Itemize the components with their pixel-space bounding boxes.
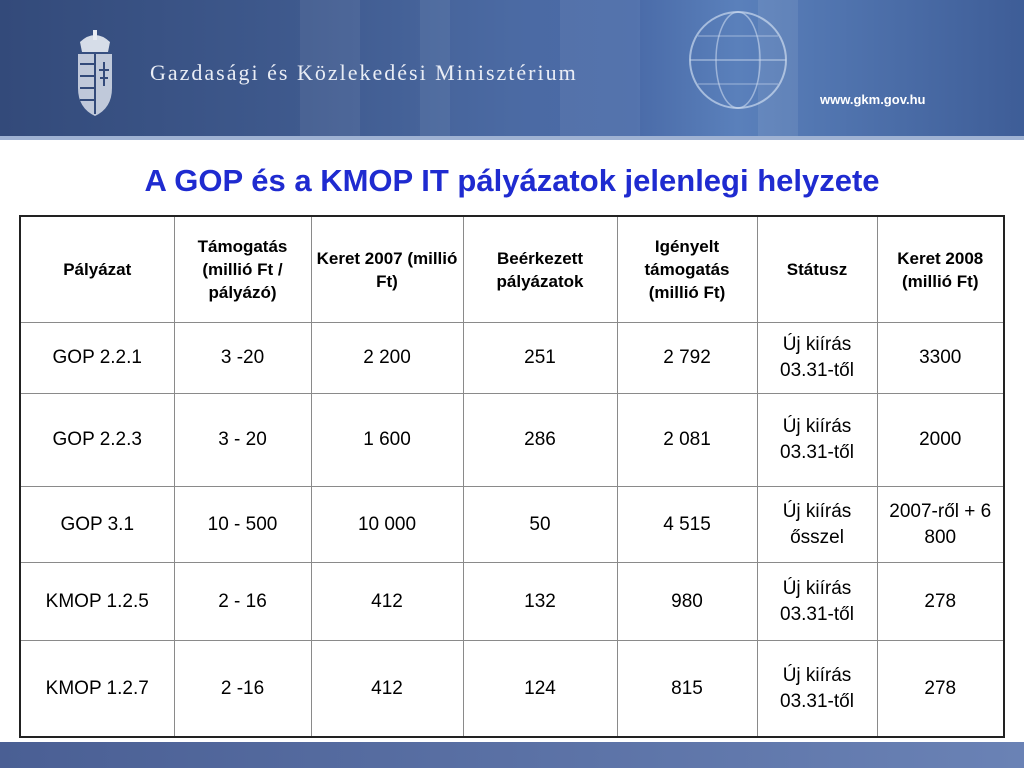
column-header: Beérkezett pályázatok (463, 216, 617, 323)
table-cell: 4 515 (617, 487, 757, 563)
page-title: A GOP és a KMOP IT pályázatok jelenlegi helyzete (144, 163, 880, 198)
table-cell: KMOP 1.2.7 (20, 641, 174, 738)
table-cell: KMOP 1.2.5 (20, 563, 174, 641)
website-url[interactable]: www.gkm.gov.hu (820, 92, 926, 107)
table-cell: 50 (463, 487, 617, 563)
table-row (20, 394, 1004, 487)
table-cell: 2 -16 (174, 641, 311, 738)
table-cell: 286 (463, 394, 617, 487)
column-header: Státusz (757, 216, 877, 323)
table-cell: 412 (311, 641, 463, 738)
table-cell: Új kiírás 03.31-től (757, 641, 877, 738)
table-cell: 278 (877, 563, 1004, 641)
table-cell: 251 (463, 323, 617, 394)
table-cell: GOP 2.2.3 (20, 394, 174, 487)
column-header: Igényelt támogatás (millió Ft) (617, 216, 757, 323)
column-header: Támogatás (millió Ft / pályázó) (174, 216, 311, 323)
table-cell: Új kiírás 03.31-től (757, 394, 877, 487)
table-cell: 10 - 500 (174, 487, 311, 563)
banner-divider (0, 136, 1024, 140)
table-cell: 815 (617, 641, 757, 738)
column-header: Pályázat (20, 216, 174, 323)
globe-icon (688, 0, 808, 136)
table-cell: Új kiírás ősszel (757, 487, 877, 563)
table-cell: 2 792 (617, 323, 757, 394)
table-cell: 124 (463, 641, 617, 738)
table-cell: 3 - 20 (174, 394, 311, 487)
table-row (20, 487, 1004, 563)
footer-bar (0, 742, 1024, 768)
table-cell: GOP 2.2.1 (20, 323, 174, 394)
table-cell: 3 -20 (174, 323, 311, 394)
table-cell: 132 (463, 563, 617, 641)
status-table (19, 215, 1005, 738)
table-row (20, 323, 1004, 394)
table-cell: 3300 (877, 323, 1004, 394)
table-cell: 412 (311, 563, 463, 641)
table-cell: 980 (617, 563, 757, 641)
table-cell: 2007-ről + 6 800 (877, 487, 1004, 563)
ministry-name: Gazdasági és Közlekedési Minisztérium (150, 60, 578, 85)
table-row (20, 563, 1004, 641)
table-cell: 2 081 (617, 394, 757, 487)
table-cell: Új kiírás 03.31-től (757, 563, 877, 641)
table-cell: GOP 3.1 (20, 487, 174, 563)
table-row (20, 641, 1004, 738)
table-cell: Új kiírás 03.31-től (757, 323, 877, 394)
table-cell: 1 600 (311, 394, 463, 487)
table-cell: 278 (877, 641, 1004, 738)
column-header: Keret 2007 (millió Ft) (311, 216, 463, 323)
table-cell: 2000 (877, 394, 1004, 487)
table-cell: 2 200 (311, 323, 463, 394)
hungarian-coat-of-arms-icon (72, 28, 118, 120)
header-banner (0, 0, 1024, 140)
table-cell: 2 - 16 (174, 563, 311, 641)
table-header-row (20, 216, 1004, 323)
column-header: Keret 2008 (millió Ft) (877, 216, 1004, 323)
table-cell: 10 000 (311, 487, 463, 563)
